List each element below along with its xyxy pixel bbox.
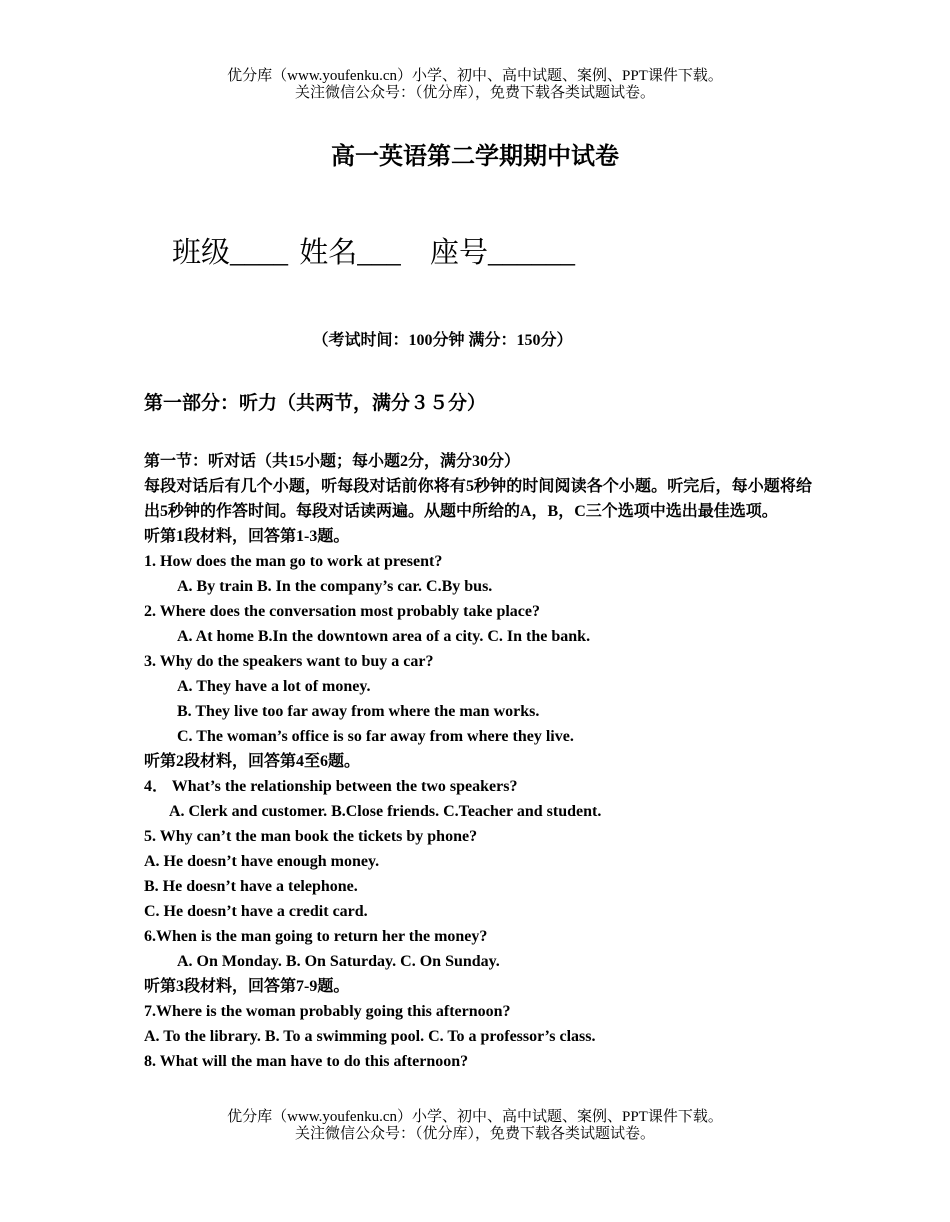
name-field: 姓名___	[299, 237, 401, 269]
section1-instructions: 每段对话后有几个小题，听每段对话前你将有5秒钟的时间阅读各个小题。听完后，每小题将给出5秒钟的作答时间。每段对话读两遍。从题中所给的A，B，C三个选项中选出最佳选项。	[144, 478, 812, 520]
seat-field: 座号______	[430, 237, 576, 269]
question-2: 2. Where does the conversation most probably take place?	[144, 603, 540, 620]
passage-1-intro: 听第1段材料，回答第1-3题。	[144, 528, 350, 545]
question-5-option-c: C. He doesn’t have a credit card.	[144, 903, 368, 920]
exam-title: 高一英语第二学期期中试卷	[331, 144, 619, 170]
question-5: 5. Why can’t the man book the tickets by phone?	[144, 828, 478, 845]
footer-line-1: 优分库（www.youfenku.cn）小学、初中、高中试题、案例、PPT课件下载。	[227, 1109, 723, 1125]
question-3: 3. Why do the speakers want to buy a car?	[144, 653, 434, 670]
question-3-option-b: B. They live too far away from where the man works.	[177, 703, 540, 720]
question-7: 7.Where is the woman probably going this afternoon?	[144, 1003, 511, 1020]
question-1: 1. How does the man go to work at present?	[144, 553, 443, 570]
section1-heading: 第一节：听对话（共15小题；每小题2分，满分30分）	[144, 453, 521, 470]
question-8: 8. What will the man have to do this afternoon?	[144, 1053, 469, 1070]
question-3-option-a: A. They have a lot of money.	[177, 678, 371, 695]
header-line-1: 优分库（www.youfenku.cn）小学、初中、高中试题、案例、PPT课件下载。	[227, 68, 723, 84]
page-footer	[0, 1109, 950, 1143]
exam-info: （考试时间：100分钟 满分：150分）	[312, 332, 573, 349]
part1-heading: 第一部分：听力（共两节，满分３５分）	[144, 392, 487, 414]
passage-3-intro: 听第3段材料，回答第7-9题。	[144, 978, 350, 995]
question-5-option-b: B. He doesn’t have a telephone.	[144, 878, 358, 895]
question-1-options: A. By train B. In the company’s car. C.By bus.	[177, 578, 493, 595]
header-line-2: 关注微信公众号：（优分库），免费下载各类试题试卷。	[294, 85, 655, 101]
student-info-fields	[172, 230, 575, 271]
question-2-options: A. At home B.In the downtown area of a city. C. In the bank.	[177, 628, 591, 645]
passage-2-intro: 听第2段材料，回答第4至6题。	[144, 753, 361, 770]
question-6: 6.When is the man going to return her the money?	[144, 928, 488, 945]
listening-section	[144, 449, 812, 1074]
class-field: 班级____	[172, 237, 289, 269]
question-6-options: A. On Monday. B. On Saturday. C. On Sunday.	[177, 953, 500, 970]
page-header	[0, 68, 950, 102]
question-7-options: A. To the library. B. To a swimming pool. C. To a professor’s class.	[144, 1028, 596, 1045]
footer-line-2: 关注微信公众号：（优分库），免费下载各类试题试卷。	[294, 1126, 655, 1142]
question-4-options: A. Clerk and customer. B.Close friends. C.Teacher and student.	[169, 803, 602, 820]
question-5-option-a: A. He doesn’t have enough money.	[144, 853, 380, 870]
question-3-option-c: C. The woman’s office is so far away from where they live.	[177, 728, 574, 745]
question-4: 4． What’s the relationship between the two speakers?	[144, 778, 518, 795]
